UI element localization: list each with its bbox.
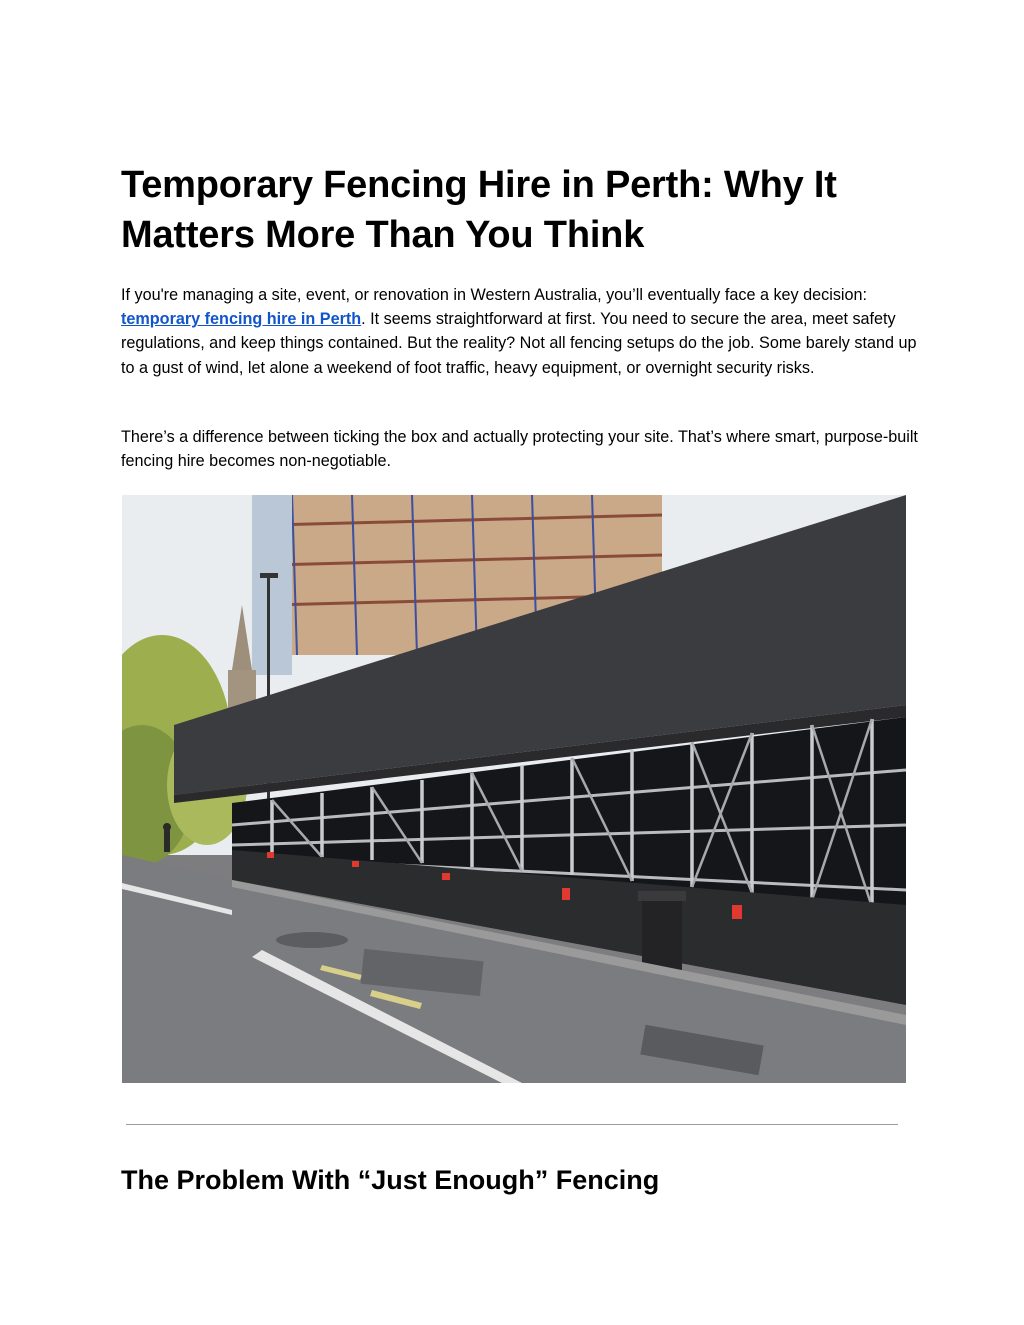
article-title: Temporary Fencing Hire in Perth: Why It Matters More Than You Think bbox=[121, 164, 837, 256]
section-heading: The Problem With “Just Enough” Fencing bbox=[121, 1165, 660, 1195]
second-paragraph: There’s a difference between ticking the box and actually protecting your site. That’s where smart, purpose-built fencing hire becomes non-negotiable. bbox=[121, 428, 918, 471]
intro-paragraph bbox=[121, 283, 921, 380]
construction-site-photo bbox=[122, 495, 906, 1083]
intro-text-before-link: If you're managing a site, event, or renovation in Western Australia, you’ll eventually face a key decision: bbox=[121, 286, 868, 304]
fencing-hire-link[interactable]: temporary fencing hire in Perth bbox=[121, 310, 362, 329]
intro-text-after-link: . It seems straightforward at first. You need to secure the area, meet safety regulations, and keep things contained. But the reality? Not all fencing setups do the job. Some barely stand up to a gust of wind, let alone a weekend of foot traffic, heavy equipment, or overnight security risks. bbox=[121, 310, 917, 377]
horizontal-divider bbox=[126, 1124, 898, 1125]
